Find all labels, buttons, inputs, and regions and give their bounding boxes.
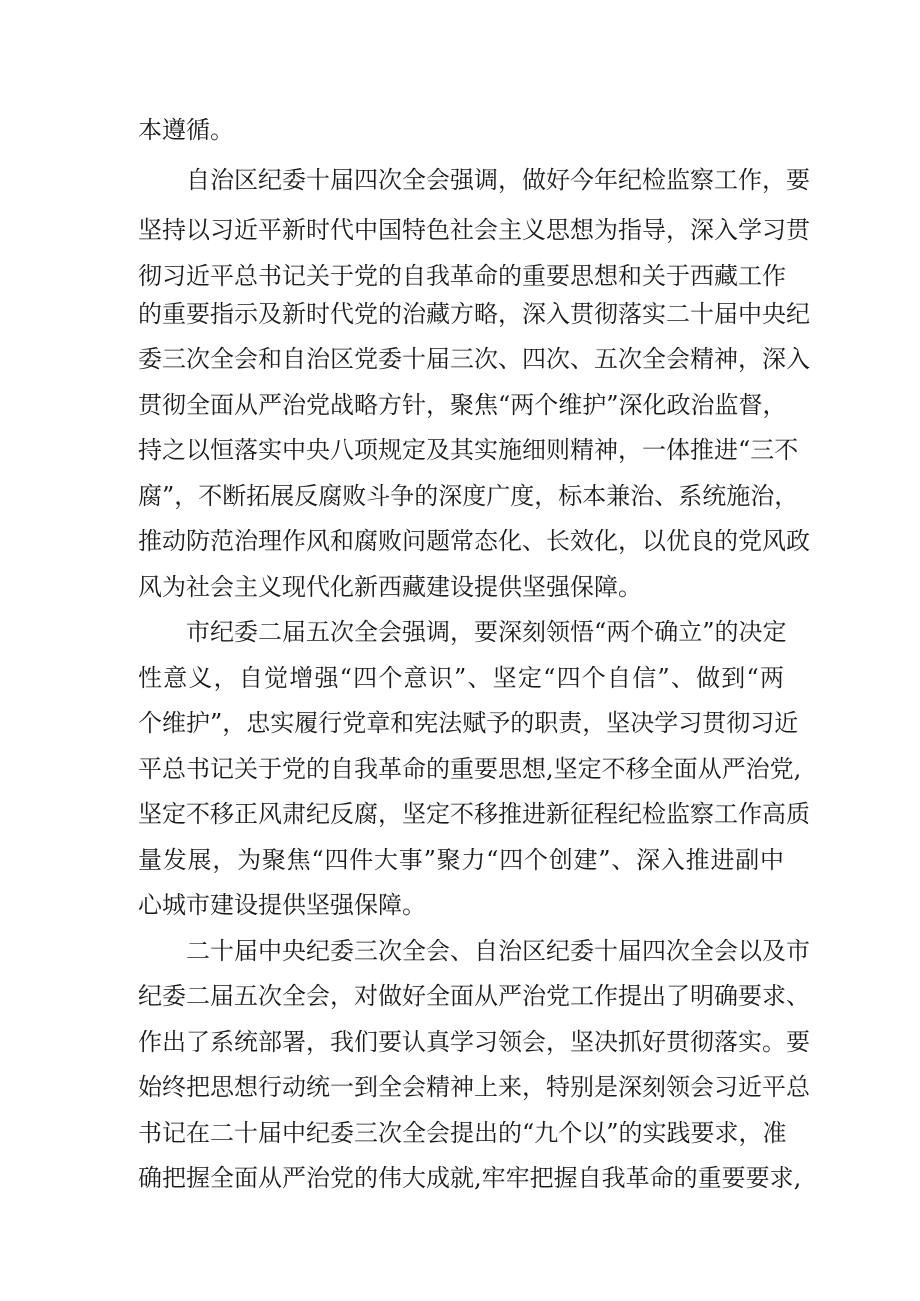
text-line: 个维护”，忠实履行党章和宪法赋予的职责，坚决学习贯彻习近 [138, 709, 799, 737]
text-line: 持之以恒落实中央八项规定及其实施细则精神，一体推进“三不 [138, 436, 799, 464]
text-line: 坚定不移正风肃纪反腐，坚定不移推进新征程纪检监察工作高质 [138, 800, 810, 828]
text-line: 性意义，自觉增强“四个意识”、坚定“四个自信”、做到“两 [138, 664, 784, 692]
text-line: 委三次全会和自治区党委十届三次、四次、五次全会精神，深入 [138, 345, 810, 373]
text-line: 彻习近平总书记关于党的自我革命的重要思想和关于西藏工作 [138, 262, 786, 290]
text-line: 推动防范治理作风和腐败问题常态化、长效化，以优良的党风政 [138, 527, 810, 555]
text-line: 市纪委二届五次全会强调，要深刻领悟“两个确立”的决定 [186, 618, 787, 646]
text-line: 始终把思想行动统一到全会精神上来，特别是深刻领会习近平总 [138, 1073, 810, 1101]
text-line: 心城市建设提供坚强保障。 [138, 891, 426, 919]
text-line: 的重要指示及新时代党的治藏方略，深入贯彻落实二十届中央纪 [138, 300, 810, 328]
text-line: 二十届中央纪委三次全会、自治区纪委十届四次全会以及市 [186, 937, 810, 965]
text-line: 风为社会主义现代化新西藏建设提供坚强保障。 [138, 573, 642, 601]
text-line: 坚持以习近平新时代中国特色社会主义思想为指导，深入学习贯 [138, 216, 810, 244]
text-line: 自治区纪委十届四次全会强调，做好今年纪检监察工作，要 [186, 166, 810, 194]
text-line: 书记在二十届中纪委三次全会提出的“九个以”的实践要求，准 [138, 1119, 787, 1147]
text-line: 作出了系统部署，我们要认真学习领会，坚决抓好贯彻落实。要 [138, 1028, 810, 1056]
text-line: 确把握全面从严治党的伟大成就,牢牢把握自我革命的重要要求, [138, 1164, 802, 1192]
text-line: 平总书记关于党的自我革命的重要思想,坚定不移全面从严治党, [138, 755, 802, 783]
text-line: 贯彻全面从严治党战略方针，聚焦“两个维护”深化政治监督， [138, 391, 787, 419]
text-line: 腐”，不断拓展反腐败斗争的深度广度，标本兼治、系统施治， [138, 482, 799, 510]
text-line: 纪委二届五次全会，对做好全面从严治党工作提出了明确要求、 [138, 982, 810, 1010]
text-line: 本遵循。 [138, 116, 234, 144]
text-line: 量发展，为聚焦“四件大事”聚力“四个创建”、深入推进副中 [138, 846, 784, 874]
